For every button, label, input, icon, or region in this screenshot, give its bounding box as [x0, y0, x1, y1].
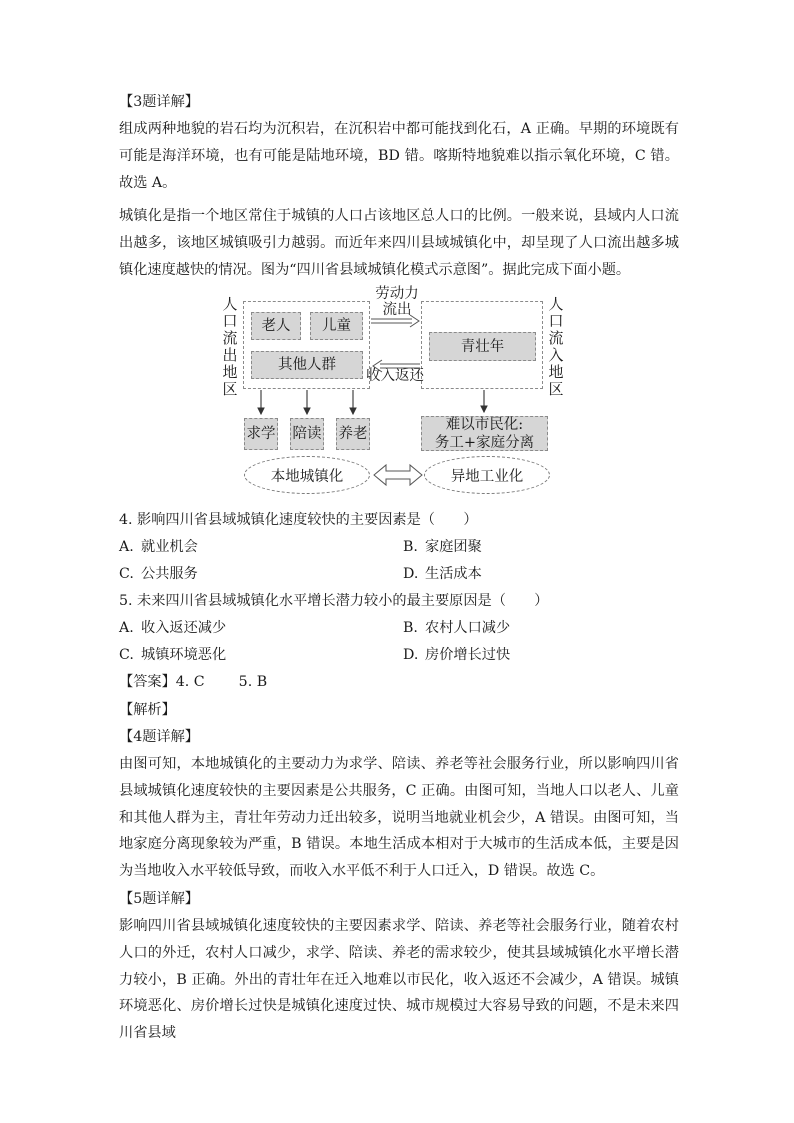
- hard-to-citizenize-line1: 难以市民化:: [445, 416, 524, 433]
- accompany-study-box: 陪读: [290, 418, 324, 450]
- elderly-box: 老人: [251, 312, 301, 340]
- answer-line: [119, 669, 267, 696]
- hard-to-citizenize-line2: 务工+家庭分离: [434, 434, 535, 451]
- right-region-label: 人口流入地区: [548, 295, 564, 398]
- q5-option-d-key: D.: [403, 647, 419, 663]
- q5-option-d-text: 房价增长过快: [425, 647, 511, 663]
- q5-option-a: [119, 615, 226, 642]
- young-adults-box: 青壮年: [429, 332, 536, 361]
- q4-option-a: [119, 534, 198, 561]
- q4-option-d-text: 生活成本: [425, 566, 482, 582]
- q4-detail-body: 由图可知，本地城镇化的主要动力为求学、陪读、养老等社会服务行业，所以影响四川省县域城镇化速度较快的主要因素是公共服务，C 正确。由图可知，当地人口以老人、儿童和其他人群为主，青壮年劳动力迁出较多，说明当地就业机会少，A 错误。由图可知，当地家庭分离现象较为严重，B 错误。本地生活成本相对于大城市的生活成本低，主要是因为当地收入水平较低导致，而收入水平低不利于人口迁入，D 错误。故选 C。: [119, 756, 679, 880]
- q5-option-a-key: A.: [119, 620, 134, 636]
- q5-option-c-text: 城镇环境恶化: [141, 647, 227, 663]
- answer-label: 【答案】: [119, 674, 176, 690]
- answer-q5: 5. B: [238, 674, 268, 690]
- q5-option-a-text: 收入返还减少: [141, 620, 227, 636]
- income-return-arrow: [373, 360, 420, 372]
- q4-option-b-text: 家庭团聚: [425, 539, 482, 555]
- q5-option-d: [403, 642, 510, 669]
- local-urbanization-ellipse: 本地城镇化: [244, 456, 370, 494]
- study-box: 求学: [244, 418, 278, 450]
- q4-option-b: [403, 534, 482, 561]
- q4-option-c: [119, 561, 198, 588]
- passage-intro: 城镇化是指一个地区常住于城镇的人口占该地区总人口的比例。一般来说，县域内人口流出越多，该地区城镇吸引力越弱。而近年来四川县域城镇化中，却呈现了人口流出越多城镇化速度越快的情况。图为“四川省县域城镇化模式示意图”。据此完成下面小题。: [119, 208, 679, 278]
- q5-option-c-key: C.: [119, 647, 134, 663]
- q4-option-c-text: 公共服务: [141, 566, 198, 582]
- answer-q4: 4. C: [175, 674, 205, 690]
- labor-outflow-arrow: [371, 315, 419, 327]
- left-region-label: 人口流出地区: [222, 295, 238, 398]
- q5-option-b: [403, 615, 510, 642]
- q5-option-b-key: B.: [403, 620, 418, 636]
- q5-option-c: [119, 642, 226, 669]
- q5-stem: 5. 未来四川省县域城镇化水平增长潜力较小的最主要原因是（ ）: [119, 593, 549, 609]
- q5-detail-heading: 【5题详解】: [119, 891, 199, 907]
- q3-detail-body: 组成两种地貌的岩石均为沉积岩，在沉积岩中都可能找到化石，A 正确。早期的环境既有可能是海洋环境，也有可能是陆地环境，BD 错。喀斯特地貌难以指示氧化环境，C 错。故选 A。: [119, 121, 679, 191]
- q3-detail-heading: 【3题详解】: [119, 94, 199, 110]
- q4-option-a-text: 就业机会: [141, 539, 198, 555]
- q4-detail-heading: 【4题详解】: [119, 729, 199, 745]
- children-box: 儿童: [310, 312, 363, 340]
- labor-outflow-label: 劳动力流出: [375, 286, 419, 318]
- remote-industrialization-ellipse: 异地工业化: [424, 456, 550, 494]
- analysis-label: 【解析】: [119, 702, 176, 718]
- q4-option-c-key: C.: [119, 566, 134, 582]
- q4-stem: 4. 影响四川省县域城镇化速度较快的主要因素是（ ）: [119, 512, 478, 528]
- elderly-care-box: 养老: [336, 418, 370, 450]
- q4-option-d: [403, 561, 482, 588]
- q4-option-b-key: B.: [403, 539, 418, 555]
- other-groups-box: 其他人群: [251, 351, 363, 379]
- q5-option-b-text: 农村人口减少: [425, 620, 511, 636]
- income-return-label: 收入返还: [366, 368, 424, 384]
- q4-option-d-key: D.: [403, 566, 419, 582]
- q5-detail-body: 影响四川省县域城镇化速度较快的主要因素求学、陪读、养老等社会服务行业，随着农村人口的外迁，农村人口减少，求学、陪读、养老的需求较少，使其县域城镇化水平增长潜力较小，B 正确。外出的青壮年在迁入地难以市民化，收入返还不会减少，A 错误。城镇环境恶化、房价增长过快是城镇化速度过快、城市规模过大容易导致的问题，不是未来四川省县域: [119, 918, 679, 1042]
- q4-option-a-key: A.: [119, 539, 134, 555]
- bidirectional-arrow: [374, 465, 422, 485]
